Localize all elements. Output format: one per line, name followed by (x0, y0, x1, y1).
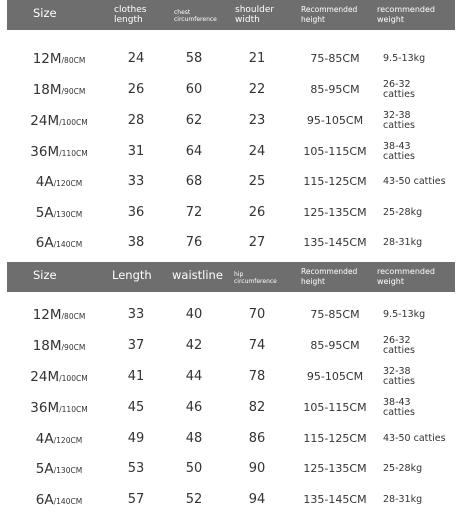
weight-cell: 25-28kg (383, 207, 423, 218)
size-cell: 24M/100CM (30, 113, 88, 129)
height-cell: 75-85CM (310, 308, 360, 321)
chest-cell: 62 (185, 113, 203, 128)
weight-cell: 9.5-13kg (383, 53, 426, 64)
chest-cell: 64 (185, 144, 203, 159)
shoulder-cell: 25 (248, 174, 266, 189)
chest-cell: 76 (185, 235, 203, 250)
header-size: Size (33, 268, 57, 282)
table-header (7, 262, 455, 292)
table-row (7, 331, 455, 361)
length-cell: 33 (127, 307, 145, 322)
height-cell: 135-145CM (303, 236, 367, 249)
table-row (7, 485, 455, 515)
table-row (7, 454, 455, 484)
weight-cell: 28-31kg (383, 494, 423, 505)
length-cell: 37 (127, 338, 145, 353)
height-cell: 95-105CM (306, 114, 364, 127)
height-cell: 125-135CM (303, 206, 367, 219)
size-cell: 4A/120CM (35, 431, 83, 447)
hip-cell: 90 (248, 461, 266, 476)
waistline-cell: 46 (185, 400, 203, 415)
length-cell: 41 (127, 369, 145, 384)
size-cell: 5A/130CM (35, 461, 83, 477)
length-cell: 49 (127, 431, 145, 446)
height-cell: 85-95CM (310, 339, 360, 352)
chest-cell: 58 (185, 51, 203, 66)
size-cell: 36M/110CM (30, 400, 88, 416)
table-row (7, 424, 455, 454)
size-cell: 12M/80CM (32, 51, 86, 67)
table-row (7, 75, 455, 105)
shoulder-cell: 23 (248, 113, 266, 128)
size-cell: 5A/130CM (35, 205, 83, 221)
table-row (7, 44, 455, 74)
size-cell: 24M/100CM (30, 369, 88, 385)
header-length: Length (112, 268, 152, 282)
header-recommended-height: Recommended height (301, 267, 358, 286)
height-cell: 135-145CM (303, 493, 367, 506)
shoulder-cell: 21 (248, 51, 266, 66)
chest-cell: 60 (185, 82, 203, 97)
shoulder-cell: 24 (248, 144, 266, 159)
weight-cell: 9.5-13kg (383, 309, 426, 320)
table-header (7, 0, 455, 30)
size-cell: 6A/140CM (35, 492, 83, 508)
weight-cell: 38-43 catties (383, 397, 415, 418)
header-size: Size (33, 6, 57, 20)
shoulder-cell: 26 (248, 205, 266, 220)
shoulder-cell: 27 (248, 235, 266, 250)
weight-cell: 43-50 catties (383, 176, 446, 187)
size-cell: 18M/90CM (32, 82, 86, 98)
size-cell: 6A/140CM (35, 235, 83, 251)
clothes-length-cell: 28 (127, 113, 145, 128)
size-cell: 4A/120CM (35, 174, 83, 190)
weight-cell: 28-31kg (383, 237, 423, 248)
clothes-length-cell: 33 (127, 174, 145, 189)
clothes-length-cell: 24 (127, 51, 145, 66)
header-chest-circumference: chest circumference (174, 9, 217, 23)
weight-cell: 26-32 catties (383, 335, 415, 356)
height-cell: 105-115CM (303, 401, 367, 414)
clothes-length-cell: 38 (127, 235, 145, 250)
height-cell: 115-125CM (303, 175, 367, 188)
weight-cell: 43-50 catties (383, 433, 446, 444)
header-waistline: waistline (172, 268, 223, 282)
waistline-cell: 44 (185, 369, 203, 384)
table-row (7, 167, 455, 197)
weight-cell: 38-43 catties (383, 141, 415, 162)
size-cell: 36M/110CM (30, 144, 88, 160)
shoulder-cell: 22 (248, 82, 266, 97)
weight-cell: 25-28kg (383, 463, 423, 474)
chest-cell: 68 (185, 174, 203, 189)
header-recommended-weight: recommended weight (377, 5, 435, 24)
length-cell: 45 (127, 400, 145, 415)
height-cell: 75-85CM (310, 52, 360, 65)
header-recommended-weight: recommended weight (377, 267, 435, 286)
clothes-length-cell: 36 (127, 205, 145, 220)
table-row (7, 228, 455, 258)
height-cell: 95-105CM (306, 370, 364, 383)
table-row (7, 106, 455, 136)
hip-cell: 86 (248, 431, 266, 446)
table-row (7, 137, 455, 167)
waistline-cell: 40 (185, 307, 203, 322)
size-cell: 12M/80CM (32, 307, 86, 323)
header-shoulder-width: shoulder width (235, 5, 275, 25)
weight-cell: 26-32 catties (383, 79, 415, 100)
hip-cell: 78 (248, 369, 266, 384)
hip-cell: 70 (248, 307, 266, 322)
waistline-cell: 42 (185, 338, 203, 353)
clothes-length-cell: 31 (127, 144, 145, 159)
header-hip-circumference: hip circumference (234, 271, 277, 285)
height-cell: 85-95CM (310, 83, 360, 96)
weight-cell: 32-38 catties (383, 366, 415, 387)
size-cell: 18M/90CM (32, 338, 86, 354)
clothes-length-cell: 26 (127, 82, 145, 97)
weight-cell: 32-38 catties (383, 110, 415, 131)
length-cell: 57 (127, 492, 145, 507)
waistline-cell: 48 (185, 431, 203, 446)
chest-cell: 72 (185, 205, 203, 220)
waistline-cell: 52 (185, 492, 203, 507)
length-cell: 53 (127, 461, 145, 476)
table-row (7, 300, 455, 330)
hip-cell: 94 (248, 492, 266, 507)
height-cell: 115-125CM (303, 432, 367, 445)
table-row (7, 393, 455, 423)
table-row (7, 198, 455, 228)
height-cell: 105-115CM (303, 145, 367, 158)
header-recommended-height: Recommended height (301, 5, 358, 24)
hip-cell: 74 (248, 338, 266, 353)
height-cell: 125-135CM (303, 462, 367, 475)
table-row (7, 362, 455, 392)
header-clothes-length: clothes length (114, 5, 147, 25)
waistline-cell: 50 (185, 461, 203, 476)
hip-cell: 82 (248, 400, 266, 415)
